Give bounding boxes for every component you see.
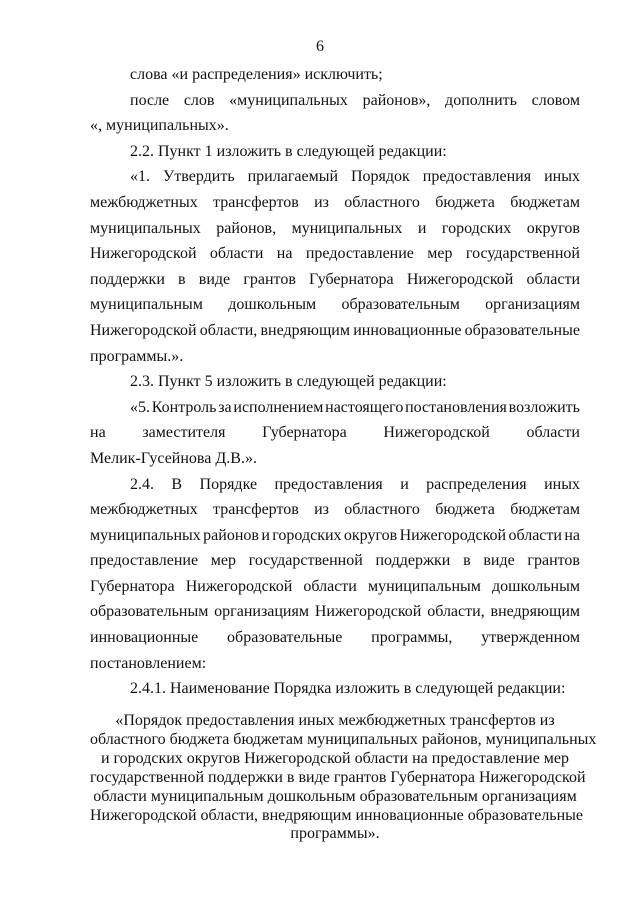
quoted-title bbox=[90, 712, 597, 844]
word: 2.3. Пункт 5 изложить в следующей редакции: bbox=[130, 373, 447, 391]
word: поддержки bbox=[375, 552, 451, 570]
word: после bbox=[130, 91, 170, 109]
word: Нижегородской bbox=[185, 577, 293, 595]
word: «5. bbox=[130, 398, 150, 416]
word: образовательным bbox=[341, 296, 460, 314]
word: области, bbox=[199, 321, 258, 339]
paragraph bbox=[90, 62, 580, 88]
word: мер bbox=[210, 552, 236, 570]
word: заместителя bbox=[142, 424, 226, 442]
page-number: 6 bbox=[316, 38, 324, 55]
word: государственной bbox=[465, 245, 580, 263]
word: организациям bbox=[214, 603, 309, 621]
word: округов bbox=[343, 526, 398, 544]
word: трансфертов bbox=[213, 193, 299, 211]
text-line bbox=[90, 88, 580, 114]
word: на bbox=[564, 526, 580, 544]
word: Губернатора bbox=[262, 424, 347, 442]
word: дополнить bbox=[445, 91, 517, 109]
word: настоящего bbox=[325, 398, 404, 416]
paragraph bbox=[90, 88, 580, 139]
word: предоставление bbox=[90, 552, 199, 570]
word: предоставления bbox=[422, 168, 532, 186]
word: словом bbox=[531, 91, 580, 109]
word: Нижегородской bbox=[90, 321, 197, 339]
word: и bbox=[261, 526, 270, 544]
word: области bbox=[209, 245, 264, 263]
word: трансфертов bbox=[213, 501, 299, 519]
word: инновационные bbox=[353, 321, 462, 339]
text-line bbox=[90, 216, 580, 242]
paragraph bbox=[90, 676, 580, 702]
word: внедряющим bbox=[260, 321, 350, 339]
text-line bbox=[90, 292, 580, 318]
text-line bbox=[90, 190, 580, 216]
word: районов, bbox=[216, 219, 277, 237]
word: 2.4.1. Наименование Порядка изложить в следующей редакции: bbox=[130, 680, 566, 698]
word: межбюджетных bbox=[90, 193, 198, 211]
word: и bbox=[400, 475, 409, 493]
word: муниципальных bbox=[291, 219, 403, 237]
word: инновационные bbox=[90, 629, 199, 647]
word: мер bbox=[427, 245, 453, 263]
word: районов bbox=[203, 526, 259, 544]
word: области bbox=[303, 577, 357, 595]
word: муниципальных bbox=[90, 219, 201, 237]
word: Порядок bbox=[351, 168, 410, 186]
word: муниципальных bbox=[90, 526, 201, 544]
word: межбюджетных bbox=[90, 501, 198, 519]
word: предоставление bbox=[305, 245, 414, 263]
word: из bbox=[314, 501, 329, 519]
word: области, bbox=[427, 603, 485, 621]
word: Нижегородской bbox=[314, 603, 422, 621]
word: области bbox=[526, 270, 580, 288]
text-line bbox=[90, 676, 580, 702]
word: исполнением bbox=[233, 398, 324, 416]
word: Нижегородской bbox=[399, 526, 507, 544]
word: Мелик-Гусейнова Д.В.». bbox=[90, 449, 257, 467]
word: области bbox=[526, 424, 580, 442]
text-line bbox=[90, 625, 580, 651]
word: постановления bbox=[405, 398, 507, 416]
quote-line: Нижегородской области, внедряющим инновационные образовательные bbox=[90, 806, 584, 824]
word: В bbox=[171, 475, 183, 493]
word: Порядке bbox=[199, 475, 258, 493]
word: распределения bbox=[426, 475, 527, 493]
text-line bbox=[90, 497, 580, 523]
word: слов bbox=[183, 91, 215, 109]
text-line bbox=[90, 267, 580, 293]
word: образовательные bbox=[227, 629, 343, 647]
word: иных bbox=[544, 168, 580, 186]
text-line bbox=[90, 599, 580, 625]
text-line bbox=[90, 62, 580, 88]
body-text bbox=[90, 62, 580, 702]
word: Нижегородской bbox=[90, 245, 197, 263]
text-line bbox=[90, 651, 580, 677]
word: 2.4. bbox=[130, 475, 154, 493]
word: образовательные bbox=[464, 321, 580, 339]
text-line bbox=[90, 369, 580, 395]
word: городских bbox=[272, 526, 342, 544]
word: муниципальным bbox=[367, 577, 481, 595]
text-line bbox=[90, 241, 580, 267]
word: программы.». bbox=[90, 347, 184, 365]
word: Губернатора bbox=[309, 270, 394, 288]
quote-line: областного бюджета бюджетам муниципальных районов, муниципальных bbox=[90, 730, 597, 748]
text-line bbox=[90, 113, 580, 139]
word: организациям bbox=[485, 296, 580, 314]
word: внедряющим bbox=[490, 603, 580, 621]
word: «, муниципальных». bbox=[90, 117, 229, 135]
word: Нижегородской bbox=[406, 270, 514, 288]
word: предоставления bbox=[274, 475, 383, 493]
word: иных bbox=[544, 475, 580, 493]
word: округов bbox=[526, 219, 580, 237]
word: за bbox=[218, 398, 232, 416]
text-line bbox=[90, 523, 580, 549]
word: на bbox=[276, 245, 293, 263]
word: области bbox=[508, 526, 562, 544]
word: бюджета bbox=[435, 193, 495, 211]
text-line bbox=[90, 164, 580, 190]
word: Губернатора bbox=[90, 577, 175, 595]
word: дошкольным bbox=[228, 296, 317, 314]
word: и bbox=[417, 219, 427, 237]
text-line bbox=[90, 548, 580, 574]
word: городских bbox=[441, 219, 512, 237]
word: Нижегородской bbox=[383, 424, 490, 442]
word: государственной bbox=[248, 552, 363, 570]
paragraph bbox=[90, 164, 580, 369]
text-line bbox=[90, 574, 580, 600]
quote-line: «Порядок предоставления иных межбюджетных трансфертов из bbox=[115, 712, 555, 729]
word: в bbox=[463, 552, 471, 570]
word: 2.2. Пункт 1 изложить в следующей редакции: bbox=[130, 142, 447, 160]
text-line bbox=[90, 344, 580, 370]
word: бюджета bbox=[435, 501, 495, 519]
word: на bbox=[90, 424, 106, 442]
word: Утвердить bbox=[162, 168, 235, 186]
word: районов», bbox=[362, 91, 431, 109]
paragraph bbox=[90, 139, 580, 165]
text-line bbox=[90, 420, 580, 446]
word: «1. bbox=[130, 168, 150, 186]
word: муниципальным bbox=[90, 296, 203, 314]
word: виде bbox=[483, 552, 515, 570]
word: возложить bbox=[508, 398, 580, 416]
word: областного bbox=[344, 501, 420, 519]
word: бюджетам bbox=[510, 193, 580, 211]
word: областного bbox=[344, 193, 420, 211]
word: «муниципальных bbox=[229, 91, 348, 109]
word: в bbox=[178, 270, 186, 288]
quote-line: и городских округов Нижегородской области на предоставление мер bbox=[100, 749, 570, 767]
paragraph bbox=[90, 472, 580, 677]
quote-line: области муниципальным дошкольным образовательным организациям bbox=[93, 787, 577, 805]
paragraph bbox=[90, 369, 580, 395]
word: утвержденном bbox=[481, 629, 580, 647]
word: прилагаемый bbox=[247, 168, 339, 186]
word: виде bbox=[198, 270, 231, 288]
text-line bbox=[90, 318, 580, 344]
quote-line: программы». bbox=[290, 825, 380, 843]
text-line bbox=[90, 446, 580, 472]
word: из bbox=[314, 193, 329, 211]
word: бюджетам bbox=[510, 501, 580, 519]
word: постановлением: bbox=[90, 654, 207, 672]
word: слова «и распределения» исключить; bbox=[130, 66, 383, 83]
word: грантов bbox=[527, 552, 580, 570]
word: образовательным bbox=[90, 603, 209, 621]
text-line bbox=[90, 395, 580, 421]
word: программы, bbox=[371, 629, 453, 647]
word: грантов bbox=[243, 270, 296, 288]
word: Контроль bbox=[151, 398, 217, 416]
word: поддержки bbox=[90, 270, 165, 288]
text-line bbox=[90, 139, 580, 165]
quote-line: государственной поддержки в виде грантов Губернатора Нижегородской bbox=[90, 768, 586, 786]
text-line bbox=[90, 472, 580, 498]
paragraph bbox=[90, 395, 580, 472]
word: дошкольным bbox=[492, 577, 580, 595]
